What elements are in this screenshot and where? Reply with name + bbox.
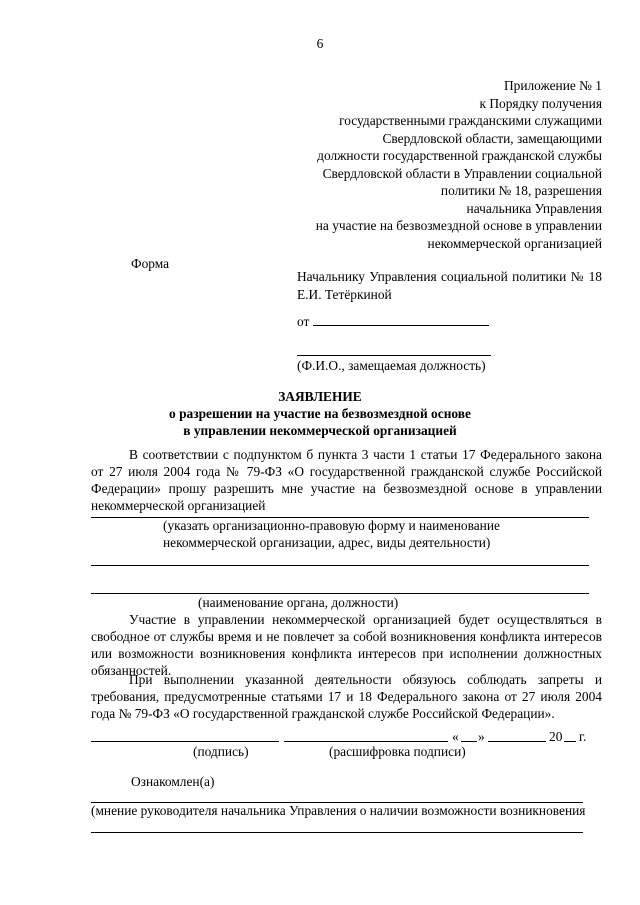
annex-line: Свердловской области, замещающими bbox=[382, 130, 602, 146]
organization-caption bbox=[163, 517, 500, 551]
date-open-quote: « bbox=[452, 729, 459, 744]
caption-line: некоммерческой организации, адрес, виды деятельности) bbox=[163, 535, 491, 550]
page-number: 6 bbox=[316, 36, 324, 51]
governing-body-caption: (наименование органа, должности) bbox=[198, 595, 399, 610]
date-year-prefix: 20 bbox=[549, 729, 563, 744]
from-row bbox=[297, 313, 489, 330]
participation-paragraph: Участие в управлении некоммерческой организацией будет осуществляться в свободное от службы время и не повлечет за собой возникновения конфликта интересов или возможности возникновения конфликта интересов при исполнении должностных обязанностей. bbox=[91, 612, 602, 678]
request-paragraph: В соответствии с подпунктом б пункта 3 части 1 статьи 17 Федерального закона от 27 июля 2004 года № 79-ФЗ «О государственной гражданской службе Российской Федерации» прошу разрешить мне участие на безвозмездной основе в управлении некоммерческой организацией bbox=[91, 447, 602, 513]
date-year-field[interactable] bbox=[564, 741, 576, 742]
annex-line: некоммерческой организацией bbox=[427, 235, 602, 251]
governing-body-field[interactable] bbox=[91, 593, 589, 594]
annex-line: государственными гражданскими служащими bbox=[339, 113, 602, 128]
acknowledged-label: Ознакомлен(а) bbox=[131, 774, 215, 789]
title-line: ЗАЯВЛЕНИЕ bbox=[278, 389, 362, 404]
fio-caption: (Ф.И.О., замещаемая должность) bbox=[297, 358, 486, 373]
annex-line: Свердловской области в Управлении социальной bbox=[322, 165, 602, 181]
signature-field[interactable] bbox=[91, 741, 279, 742]
date-day-field[interactable] bbox=[461, 741, 477, 742]
signature-decoding-field[interactable] bbox=[284, 741, 448, 742]
annex-line: должности государственной гражданской службы bbox=[317, 148, 602, 163]
addressee: Начальнику Управления социальной политики № 18 Е.И. Тетёркиной bbox=[297, 269, 602, 302]
annex-line: начальника Управления bbox=[466, 200, 602, 216]
from-name-field[interactable] bbox=[313, 313, 489, 326]
from-label: от bbox=[297, 314, 310, 329]
annex-line: политики № 18, разрешения bbox=[440, 183, 602, 198]
obligation-paragraph: При выполнении указанной деятельности обязуюсь соблюдать запреты и требования, предусмотренные статьями 17 и 18 Федерального закона от 27 июля 2004 года № 79-ФЗ «О государственной гражданской службе Российской Федерации». bbox=[91, 672, 602, 721]
caption-line: (указать организационно-правовую форму и наименование bbox=[163, 518, 500, 533]
annex-line: на участие на безвозмездной основе в управлении bbox=[315, 218, 602, 233]
annex-header bbox=[282, 77, 602, 252]
opinion-field-continued[interactable] bbox=[91, 832, 583, 833]
opinion-caption: (мнение руководителя начальника Управления о наличии возможности возникновения bbox=[91, 803, 586, 818]
signature-caption: (подпись) bbox=[193, 744, 249, 759]
date-year-suffix: г. bbox=[579, 729, 587, 744]
organization-field-continued[interactable] bbox=[91, 565, 589, 566]
form-label: Форма bbox=[131, 256, 170, 271]
date-month-field[interactable] bbox=[488, 741, 546, 742]
fio-position-field[interactable] bbox=[297, 355, 491, 356]
annex-line: к Порядку получения bbox=[479, 95, 602, 111]
date-close-quote: » bbox=[478, 729, 485, 744]
title-line: в управлении некоммерческой организацией bbox=[183, 423, 457, 438]
title-line: о разрешении на участие на безвозмездной основе bbox=[169, 406, 471, 421]
decoding-caption: (расшифровка подписи) bbox=[329, 744, 466, 759]
annex-line: Приложение № 1 bbox=[503, 78, 602, 93]
document-title bbox=[0, 388, 640, 439]
